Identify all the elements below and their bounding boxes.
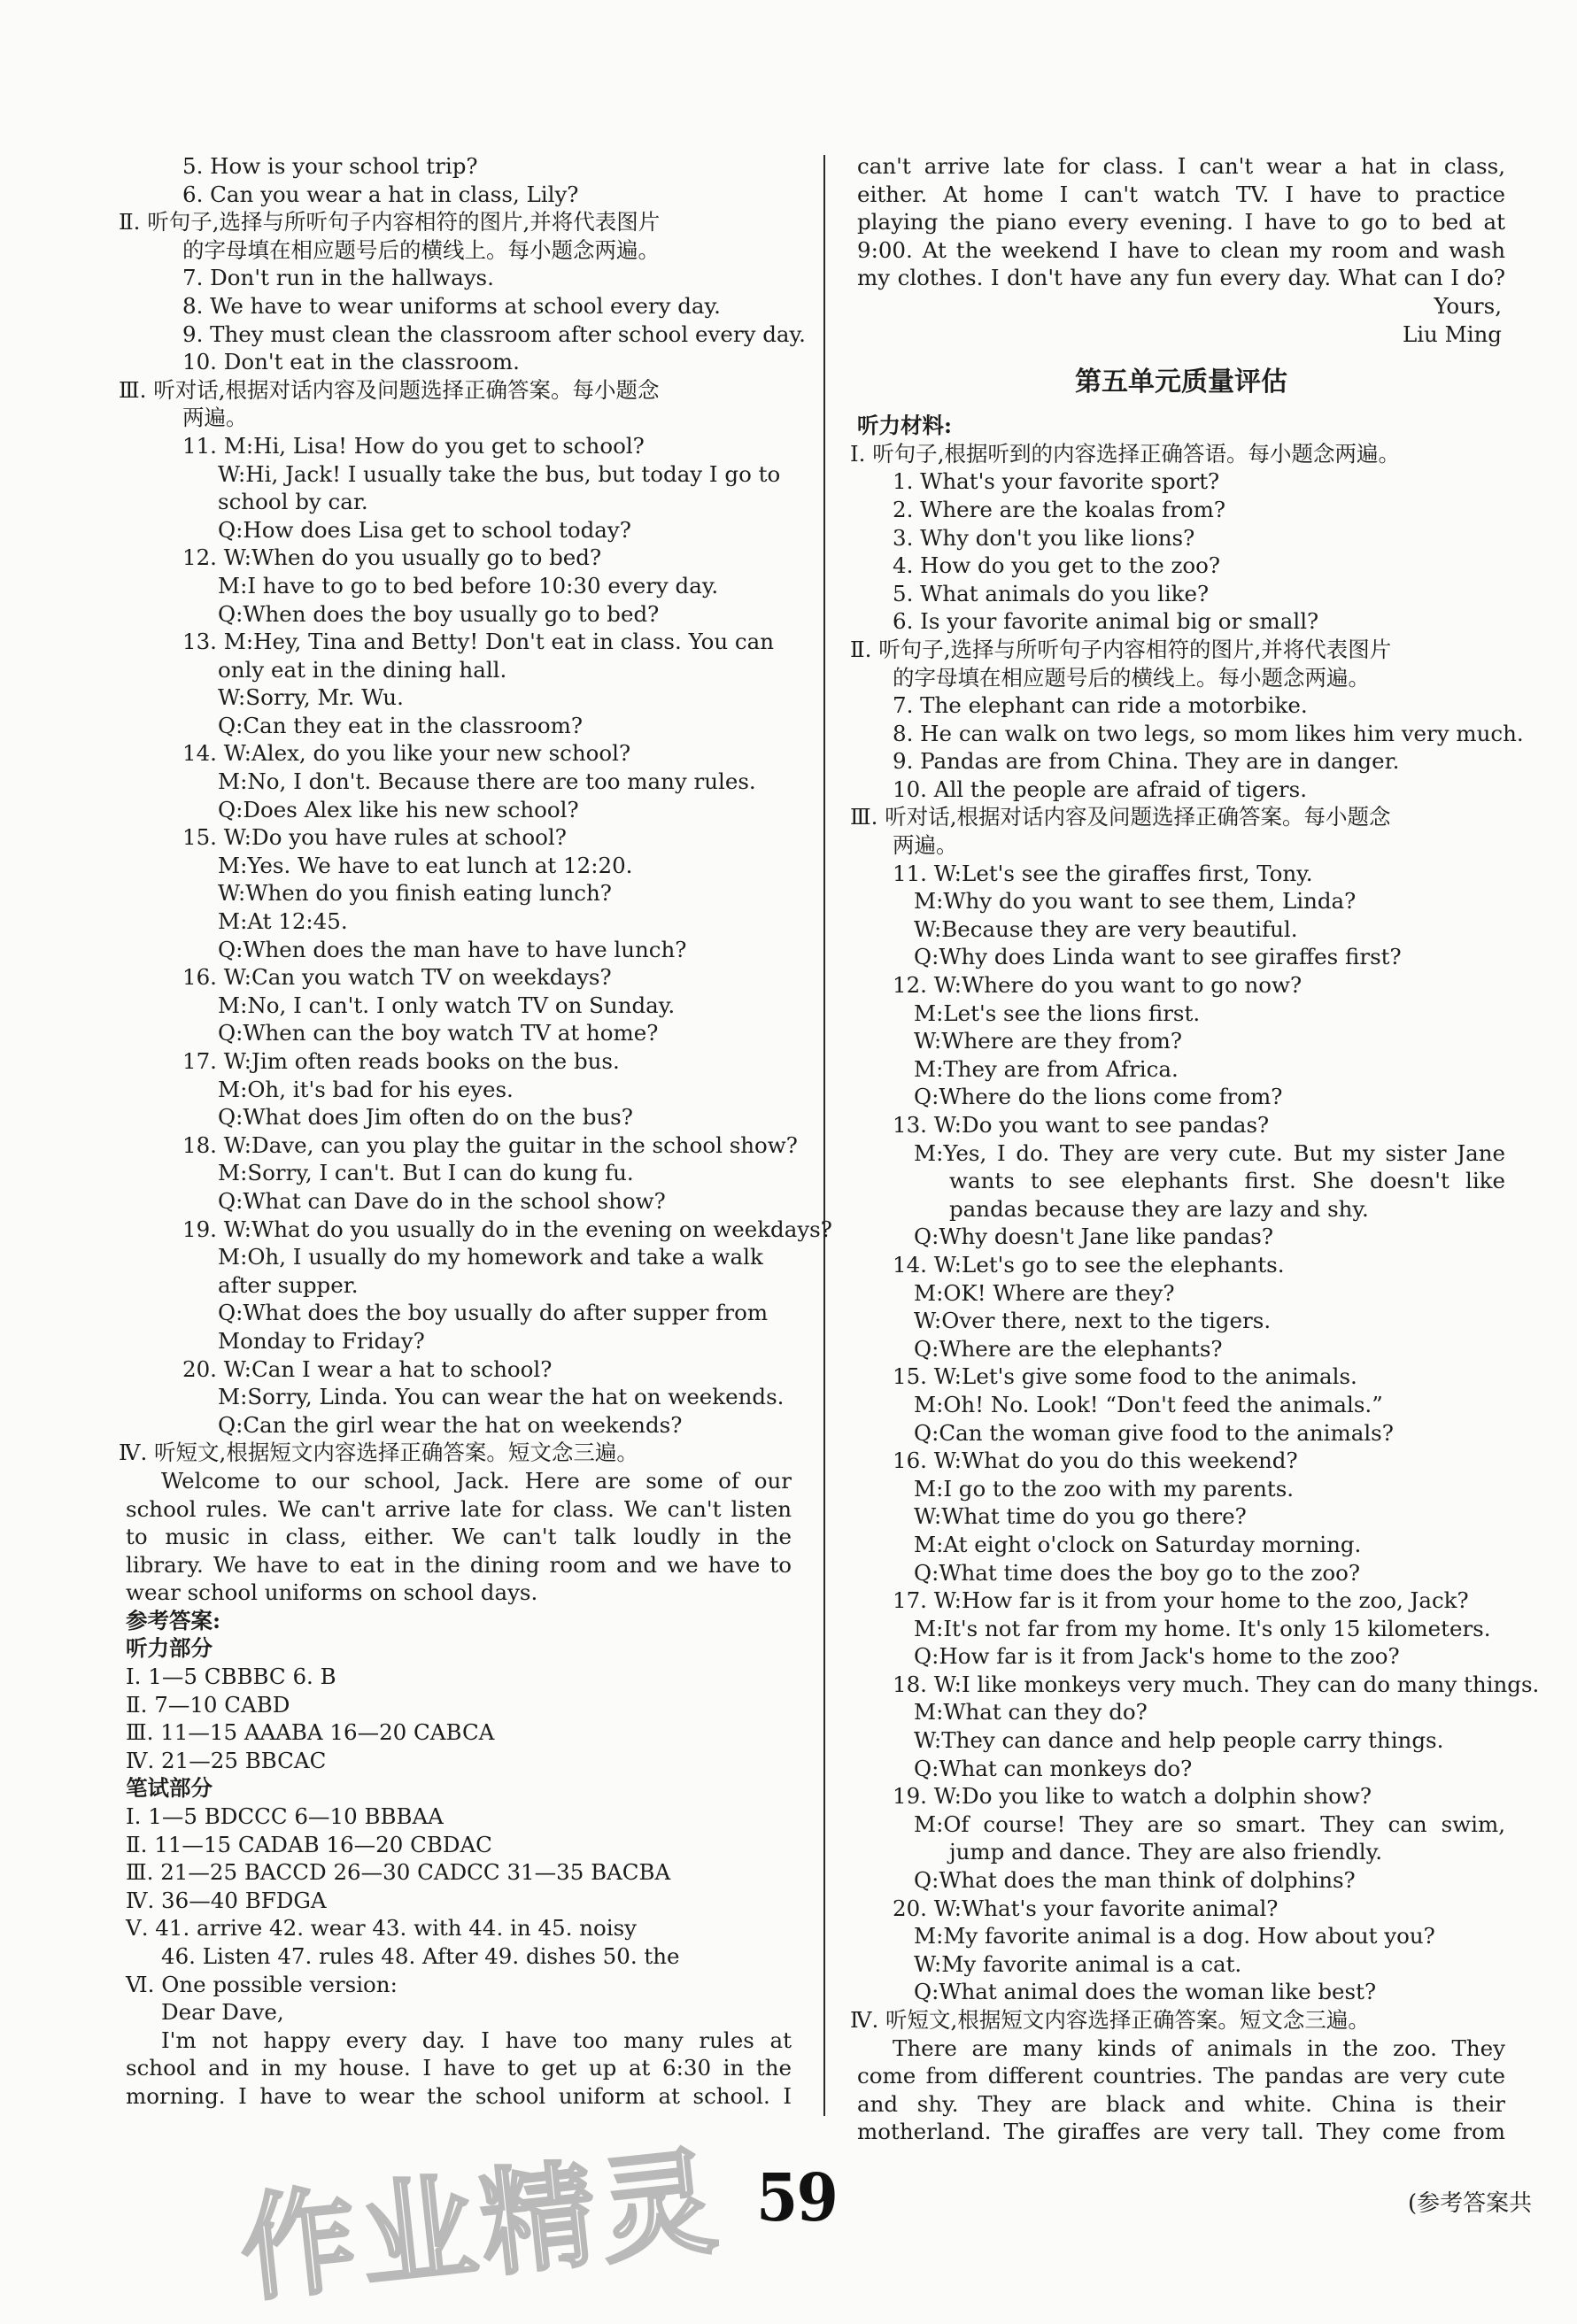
text-line: Dear Dave,	[161, 1999, 284, 2026]
text-line: and shy. They are black and white. China is their	[857, 2090, 1505, 2117]
text-line: Q:Can the girl wear the hat on weekends?	[218, 1411, 683, 1438]
text-line: school rules. We can't arrive late for class. We can't listen	[126, 1495, 792, 1522]
text-line: 10. All the people are afraid of tigers.	[893, 776, 1308, 802]
text-line: M:No, I don't. Because there are too many rules.	[218, 768, 756, 795]
text-line: W:Because they are very beautiful.	[914, 915, 1298, 942]
text-line: 14. W:Alex, do you like your new school?	[182, 740, 631, 767]
text-line: 15. W:Let's give some food to the animals.	[893, 1363, 1357, 1390]
text-line: 15. W:Do you have rules at school?	[182, 824, 567, 851]
text-line: 46. Listen 47. rules 48. After 49. dishes 50. the	[161, 1943, 680, 1969]
text-line: W:What time do you go there?	[914, 1503, 1247, 1530]
text-line: M:Oh, I usually do my homework and take a walk	[218, 1244, 763, 1270]
text-line: Ⅰ. 听句子,根据听到的内容选择正确答语。每小题念两遍。	[850, 440, 1401, 467]
text-line: 12. W:When do you usually go to bed?	[182, 544, 602, 571]
text-line: M:No, I can't. I only watch TV on Sunday.	[218, 992, 676, 1018]
text-line: Q:When does the man have to have lunch?	[218, 936, 687, 962]
text-line: Ⅱ. 听句子,选择与所听句子内容相符的图片,并将代表图片	[850, 636, 1392, 662]
text-line: either. At home I can't watch TV. I have to practice	[857, 181, 1505, 207]
text-line: 第五单元质量评估	[1075, 367, 1287, 398]
text-line: Q:Can the woman give food to the animals?	[914, 1419, 1394, 1446]
text-line: library. We have to eat in the dining room and we have to	[126, 1551, 792, 1578]
text-line: 两遍。	[893, 832, 958, 859]
text-line: M:Of course! They are so smart. They can swim,	[914, 1811, 1505, 1837]
text-line: can't arrive late for class. I can't wear a hat in class,	[857, 153, 1505, 179]
text-line: Q:How does Lisa get to school today?	[218, 516, 631, 543]
text-line: M:Let's see the lions first.	[914, 1000, 1201, 1026]
text-line: come from different countries. The pandas are very cute	[857, 2063, 1505, 2089]
text-line: 5. What animals do you like?	[893, 580, 1210, 606]
text-line: M:OK! Where are they?	[914, 1279, 1175, 1306]
text-line: 9. They must clean the classroom after school every day.	[182, 320, 806, 347]
text-line: pandas because they are lazy and shy.	[949, 1195, 1369, 1222]
text-line: M:Oh, it's bad for his eyes.	[218, 1076, 514, 1102]
text-line: 18. W:I like monkeys very much. They can do many things.	[893, 1671, 1540, 1697]
text-line: M:Yes, I do. They are very cute. But my sister Jane	[914, 1139, 1505, 1166]
text-line: Q:What time does the boy go to the zoo?	[914, 1559, 1361, 1586]
text-line: Q:What does Jim often do on the bus?	[218, 1104, 633, 1131]
text-line: 16. W:What do you do this weekend?	[893, 1448, 1298, 1474]
text-line: Welcome to our school, Jack. Here are some of our	[161, 1467, 792, 1494]
text-line: school by car.	[218, 489, 368, 515]
text-line: M:At 12:45.	[218, 908, 348, 935]
text-line: Ⅳ. 听短文,根据短文内容选择正确答案。短文念三遍。	[850, 2007, 1370, 2033]
text-line: 8. We have to wear uniforms at school every day.	[182, 292, 721, 319]
text-line: Ⅰ. 1—5 BDCCC 6—10 BBBAA	[126, 1803, 444, 1830]
text-line: Q:Does Alex like his new school?	[218, 796, 579, 822]
text-line: M:Oh! No. Look! “Don't feed the animals.”	[914, 1391, 1383, 1417]
left-column	[119, 152, 832, 2111]
text-line: 9:00. At the weekend I have to clean my room and wash	[857, 236, 1505, 263]
text-line: Monday to Friday?	[218, 1327, 425, 1354]
text-line: 13. W:Do you want to see pandas?	[893, 1112, 1270, 1138]
text-line: to music in class, either. We can't talk loudly in the	[126, 1524, 792, 1550]
text-line: There are many kinds of animals in the zoo. They	[893, 2034, 1505, 2061]
text-line: Ⅳ. 21—25 BBCAC	[126, 1747, 327, 1773]
text-line: W:Where are they from?	[914, 1028, 1183, 1054]
text-line: 5. How is your school trip?	[182, 153, 478, 179]
text-line: 参考答案:	[126, 1607, 221, 1633]
text-line: M:I go to the zoo with my parents.	[914, 1475, 1295, 1502]
text-line: 10. Don't eat in the classroom.	[182, 349, 520, 375]
text-line: 9. Pandas are from China. They are in danger.	[893, 748, 1400, 775]
text-line: 16. W:Can you watch TV on weekdays?	[182, 964, 612, 991]
text-line: 的字母填在相应题号后的横线上。每小题念两遍。	[893, 664, 1370, 691]
right-column	[850, 152, 1540, 2146]
text-line: playing the piano every evening. I have to go to bed at	[857, 209, 1505, 235]
text-line: W:When do you finish eating lunch?	[218, 880, 612, 907]
text-line: M:What can they do?	[914, 1699, 1148, 1726]
text-line: M:My favorite animal is a dog. How about you?	[914, 1923, 1435, 1950]
text-line: 18. W:Dave, can you play the guitar in the school show?	[182, 1131, 798, 1158]
text-line: Q:What can Dave do in the school show?	[218, 1187, 666, 1214]
text-line: Ⅰ. 1—5 CBBBC 6. B	[126, 1664, 336, 1690]
text-line: Ⅲ. 听对话,根据对话内容及问题选择正确答案。每小题念	[119, 376, 660, 403]
text-line: 笔试部分	[126, 1775, 213, 1802]
text-line: Q:Why does Linda want to see giraffes first?	[914, 944, 1402, 970]
text-line: M:I have to go to bed before 10:30 every day.	[218, 572, 719, 598]
text-line: Ⅲ. 21—25 BACCD 26—30 CADCC 31—35 BACBA	[126, 1859, 671, 1886]
text-line: wants to see elephants first. She doesn't like	[949, 1168, 1505, 1194]
text-line: W:My favorite animal is a cat.	[914, 1950, 1242, 1977]
text-line: Ⅳ. 听短文,根据短文内容选择正确答案。短文念三遍。	[119, 1440, 638, 1466]
text-line: 17. W:How far is it from your home to the zoo, Jack?	[893, 1587, 1469, 1614]
text-line: motherland. The giraffes are very tall. They come from	[857, 2119, 1505, 2145]
text-line: Q:What does the man think of dolphins?	[914, 1867, 1356, 1894]
footer-note: (参考答案共	[1408, 2190, 1533, 2217]
text-line: Q:When does the boy usually go to bed?	[218, 600, 660, 627]
column-divider	[823, 155, 825, 2116]
text-line: 2. Where are the koalas from?	[893, 496, 1226, 522]
text-line: 19. W:Do you like to watch a dolphin show?	[893, 1783, 1372, 1810]
text-line: Q:Where do the lions come from?	[914, 1084, 1283, 1110]
text-line: jump and dance. They are also friendly.	[949, 1839, 1382, 1865]
text-line: after supper.	[218, 1271, 359, 1298]
text-line: 3. Why don't you like lions?	[893, 524, 1195, 551]
text-line: Q:Can they eat in the classroom?	[218, 712, 583, 738]
text-line: W:Hi, Jack! I usually take the bus, but today I go to	[218, 460, 781, 487]
text-line: M:They are from Africa.	[914, 1055, 1179, 1082]
text-line: Ⅱ. 11—15 CADAB 16—20 CBDAC	[126, 1831, 492, 1857]
text-line: W:They can dance and help people carry things.	[914, 1727, 1444, 1754]
text-line: wear school uniforms on school days.	[126, 1579, 538, 1606]
text-line: 11. W:Let's see the giraffes first, Tony.	[893, 860, 1313, 886]
text-line: 8. He can walk on two legs, so mom likes him very much.	[893, 720, 1524, 746]
text-line: M:Sorry, I can't. But I can do kung fu.	[218, 1160, 634, 1186]
watermark-logo: 作业精灵	[234, 2133, 728, 2318]
text-line: 14. W:Let's go to see the elephants.	[893, 1251, 1285, 1278]
text-line: Ⅵ. One possible version:	[126, 1971, 398, 1997]
text-line: Q:What animal does the woman like best?	[914, 1979, 1377, 2005]
text-line: M:Sorry, Linda. You can wear the hat on weekends.	[218, 1384, 785, 1410]
text-line: 20. W:Can I wear a hat to school?	[182, 1355, 553, 1382]
text-line: 4. How do you get to the zoo?	[893, 552, 1221, 579]
text-line: Ⅱ. 7—10 CABD	[126, 1691, 290, 1718]
text-line: M:Why do you want to see them, Linda?	[914, 888, 1357, 915]
text-line: 20. W:What's your favorite animal?	[893, 1895, 1279, 1921]
text-line: M:At eight o'clock on Saturday morning.	[914, 1531, 1362, 1557]
text-line: 19. W:What do you usually do in the evening on weekdays?	[182, 1216, 832, 1242]
text-line: 6. Can you wear a hat in class, Lily?	[182, 181, 579, 207]
text-line: 12. W:Where do you want to go now?	[893, 972, 1303, 999]
text-line: 两遍。	[182, 405, 248, 431]
text-line: W:Sorry, Mr. Wu.	[218, 684, 404, 711]
text-line: 听力材料:	[857, 413, 953, 439]
text-line: 13. M:Hey, Tina and Betty! Don't eat in class. You can	[182, 629, 775, 655]
page-number: 59	[755, 2160, 838, 2236]
text-line: school and in my house. I have to get up at 6:30 in the	[126, 2055, 792, 2081]
text-line: Q:Why doesn't Jane like pandas?	[914, 1224, 1273, 1250]
text-line: 听力部分	[126, 1635, 213, 1662]
text-line: Ⅱ. 听句子,选择与所听句子内容相符的图片,并将代表图片	[119, 209, 661, 235]
text-line: Ⅳ. 36—40 BFDGA	[126, 1887, 327, 1913]
text-line: Yours,	[1434, 292, 1502, 319]
text-line: 1. What's your favorite sport?	[893, 468, 1220, 495]
text-line: M:It's not far from my home. It's only 15 kilometers.	[914, 1615, 1491, 1641]
text-line: my clothes. I don't have any fun every day. What can I do?	[857, 265, 1505, 291]
text-line: Liu Ming	[1402, 320, 1502, 347]
text-line: Ⅲ. 11—15 AAABA 16—20 CABCA	[126, 1719, 495, 1746]
text-line: Q:What does the boy usually do after supper from	[218, 1300, 769, 1326]
text-line: morning. I have to wear the school uniform at school. I	[126, 2082, 792, 2109]
text-line: Ⅴ. 41. arrive 42. wear 43. with 44. in 45. noisy	[126, 1915, 637, 1942]
text-line: Q:Where are the elephants?	[914, 1335, 1223, 1362]
text-line: I'm not happy every day. I have too many rules at	[161, 2027, 792, 2053]
text-line: 6. Is your favorite animal big or small?	[893, 608, 1319, 635]
text-line: M:Yes. We have to eat lunch at 12:20.	[218, 852, 633, 878]
text-line: 7. The elephant can ride a motorbike.	[893, 692, 1308, 719]
text-line: 的字母填在相应题号后的横线上。每小题念两遍。	[182, 236, 660, 263]
text-line: Q:How far is it from Jack's home to the zoo?	[914, 1643, 1400, 1670]
text-line: Q:When can the boy watch TV at home?	[218, 1020, 659, 1046]
text-line: Ⅲ. 听对话,根据对话内容及问题选择正确答案。每小题念	[850, 804, 1391, 830]
text-line: W:Over there, next to the tigers.	[914, 1308, 1272, 1334]
text-line: 17. W:Jim often reads books on the bus.	[182, 1048, 620, 1074]
text-line: only eat in the dining hall.	[218, 656, 507, 683]
text-line: Q:What can monkeys do?	[914, 1755, 1193, 1781]
text-line: 11. M:Hi, Lisa! How do you get to school?	[182, 432, 645, 459]
text-line: 7. Don't run in the hallways.	[182, 265, 494, 291]
